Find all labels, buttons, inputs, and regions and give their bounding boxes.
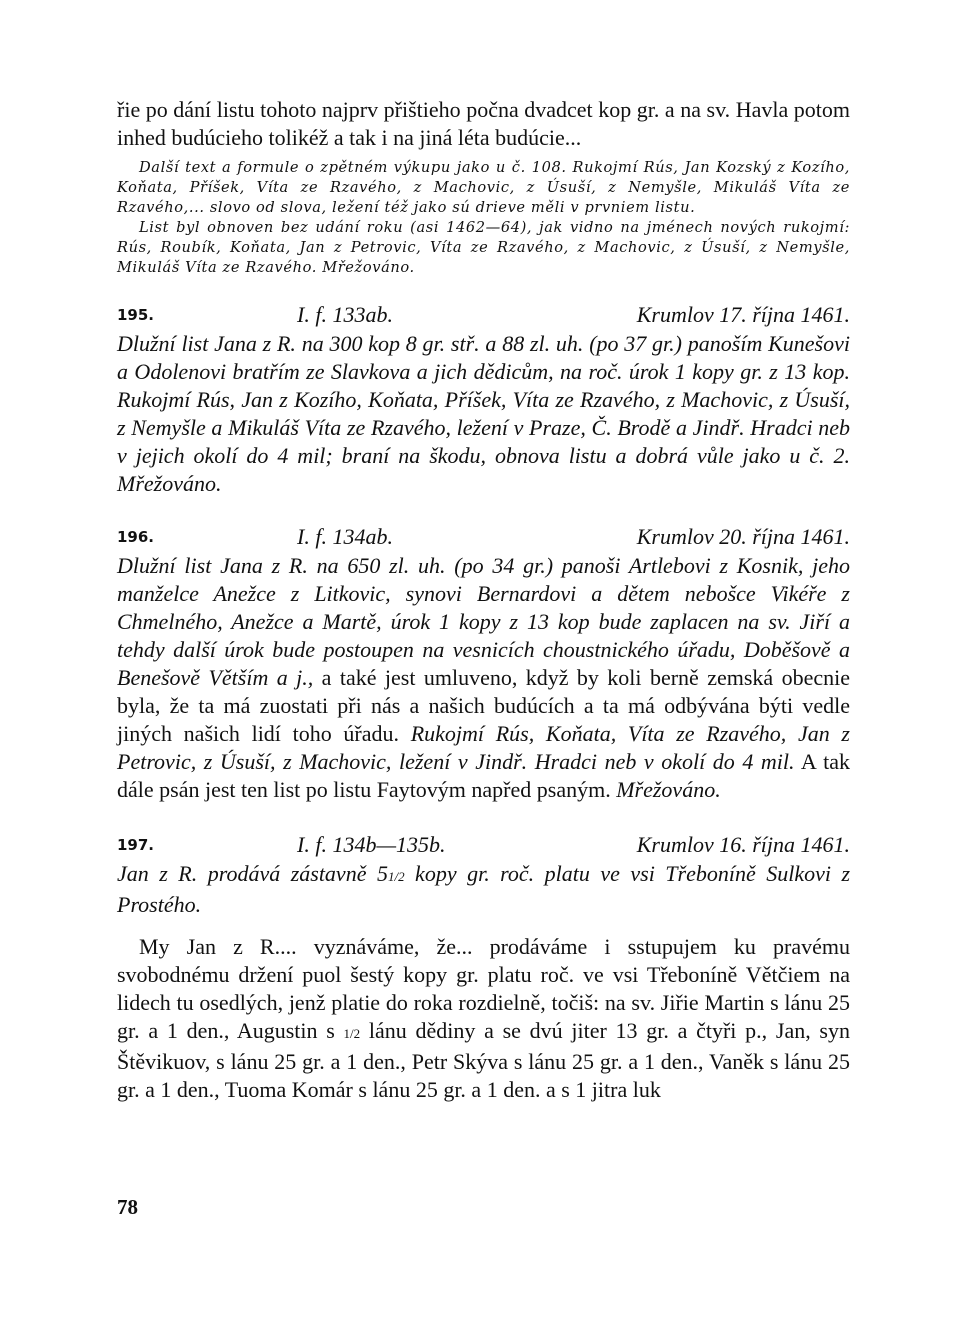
entry-195-header: [117, 300, 850, 330]
entry-folio: I. f. 134b—135b.: [297, 832, 446, 857]
entry-number: 196.: [117, 528, 155, 546]
fraction: 1/2: [343, 1026, 361, 1041]
summary-part: Jan z R. prodává zástavně 5: [117, 861, 388, 886]
entry-197-summary: [117, 860, 850, 919]
entry-195-text: Dlužní list Jana z R. na 300 kop 8 gr. stř. a 88 zl. uh. (po 37 gr.) panoším Kunešovi a Odolenovi bratřím ze Slavkova a jich dědicům, na roč. úrok 1 kopy gr. z 13 kop. Rukojmí Rús, Jan z Kozího, Koňata, Příšek, Víta ze Rzavého, z Machovic, z Úsuší, z Nemyšle a Mikuláš Víta ze Rzavého, ležení v Praze, Č. Brodě a Jindř. Hradci neb v jejich okolí do 4 mil; braní na škodu, obnova listu a dobrá vůle jako u č. 2. Mřežováno.: [117, 331, 850, 496]
entry-197-body: [117, 933, 850, 1104]
entry-196-summary: Dlužní list Jana z R. na 650 zl. uh. (po 34 gr.) panoši Artlebovi z Kosnik, jeho manželce Anežce z Litkovic, synovi Bernardovi a dětem nebošce Vikéře z Chmelného, Anežce a Martě, úrok 1 kopy z 13 kop bude zaplacen na sv. Jiří a tehdy další úrok bude postoupen na vesnicích choustnického úřadu, Doběšově a Benešově Větším a j.,: [117, 553, 850, 690]
body-part: lánu dědiny a se dvú jiter 13 gr. a čtyři p., Jan, syn Štěvikuov, s lánu 25 gr. a 1 den., Petr Skýva s lánu 25 gr. a 1 den., Vaněk s lánu 25 gr. a 1 den., Tuoma Komár s lánu 25 gr. a 1 den. a s 1 jitra luk: [117, 1018, 850, 1102]
summary-part: kopy gr. roč. platu ve vsi Třeboníně Sulkovi z Prostého.: [117, 861, 851, 917]
entry-196-text: [117, 552, 850, 804]
note-paragraph-1: Další text a formule o zpětném výkupu jako u č. 108. Rukojmí Rús, Jan Kozský z Kozího, Koňata, Příšek, Víta ze Rzavého, z Machovic, z Úsuší, z Nemyšle, Mikuláš Víta ze Rzavého,... slovo od slova, ležení též jako sú drieve měli v prvniem listu.: [117, 159, 850, 216]
page-content: [117, 96, 850, 1104]
entry-folio: I. f. 134ab.: [297, 524, 393, 549]
entry-date: Krumlov 16. října 1461.: [636, 832, 850, 857]
entry-196-quote: a také jest umluveno, když by koli berně zemská obecnie byla, že ta má zuostati při nás a našich budúcích a ta má odbývána býti vedle jiných našich lidí toho úřadu.: [117, 665, 850, 746]
entry-196-seal: Mřežováno.: [616, 777, 721, 802]
entry-number: 197.: [117, 836, 155, 854]
entry-date: Krumlov 20. října 1461.: [636, 524, 850, 549]
fraction: 1/2: [387, 869, 405, 884]
entry-number: 195.: [117, 306, 155, 324]
entry-196-sureties: Rukojmí Rús, Koňata, Víta ze Rzavého, Jan z Petrovic, z Úsuší, z Machovic, ležení v Jindř. Hradci neb v okolí do 4 mil.: [117, 721, 850, 774]
editorial-note: [117, 158, 850, 278]
entry-197: [117, 830, 850, 1104]
entry-196: [117, 522, 850, 804]
entry-197-header: [117, 830, 850, 860]
note-paragraph-2: List byl obnoven bez udání roku (asi 1462—64), jak vidno na jménech nových rukojmí: Rús, Roubík, Koňata, Jan z Petrovic, Víta ze Rzavého, z Machovic, z Úsuší, z Nemyšle, Mikuláš Víta ze Rzavého. Mřežováno.: [117, 219, 850, 276]
entry-date: Krumlov 17. října 1461.: [636, 302, 850, 327]
page-number: 78: [117, 1195, 138, 1219]
entry-196-header: [117, 522, 850, 552]
entry-folio: I. f. 133ab.: [297, 302, 393, 327]
entry-196-note: A tak dále psán jest ten list po listu Faytovým napřed psaným.: [117, 749, 850, 802]
intro-paragraph: řie po dání listu tohoto najprv přištieho počna dvadcet kop gr. a na sv. Havla potom inhed budúcieho tolikéž a tak i na jiná léta budúcie...: [117, 97, 850, 150]
body-part: My Jan z R.... vyznáváme, že... prodáváme i sstupujem ku pravému svobodnému držení puol šestý kopy gr. platu roč. ve vsi Třeboníně Větčiem na lidech tu osedlých, jenž platie do roka rozdielně, točiš: na sv. Jiřie Martin s lánu 25 gr. a 1 den., Augustin s: [117, 934, 850, 1043]
entry-195: [117, 300, 850, 498]
